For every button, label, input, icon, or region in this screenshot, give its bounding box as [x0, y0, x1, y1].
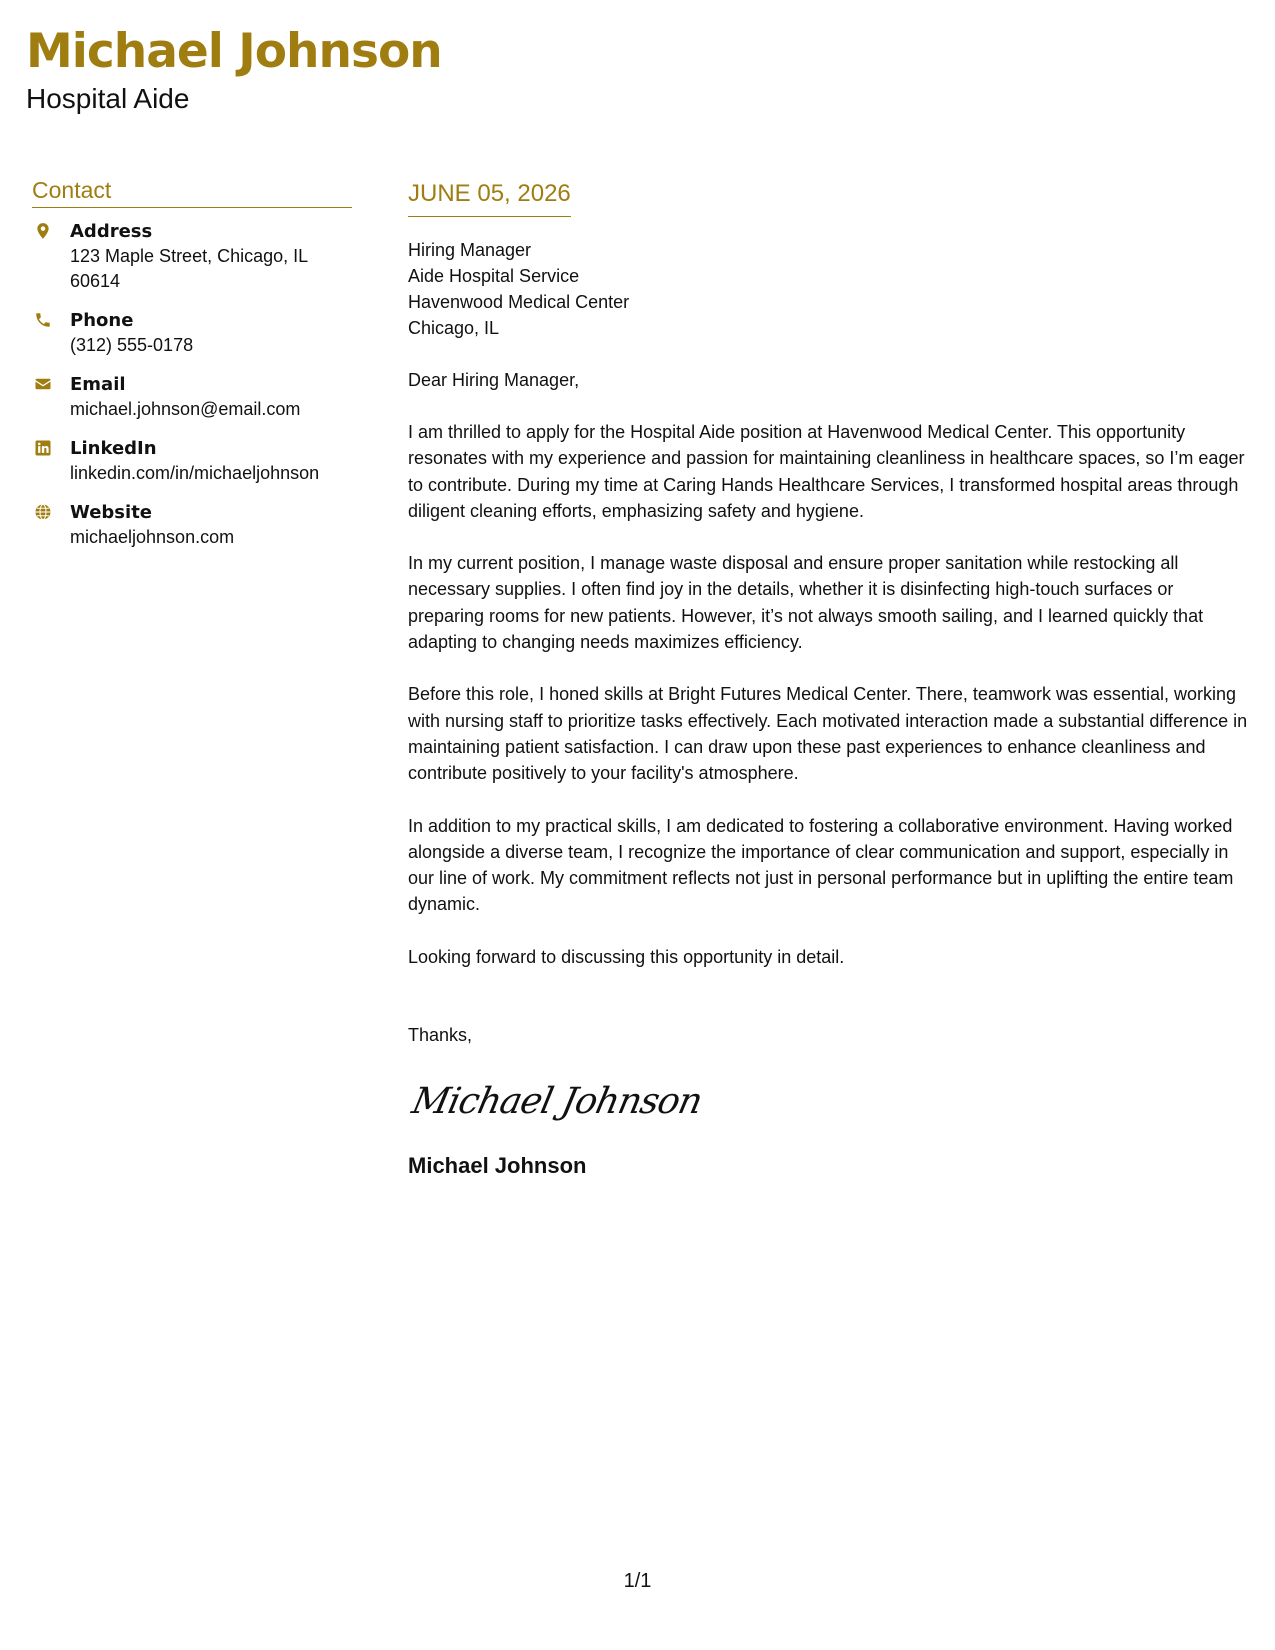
letter-paragraph: In addition to my practical skills, I am dedicated to fostering a collaborative environment. Having worked alongside a diverse team, I recognize the importance of clear communication and support, especially in our line of work. My commitment reflects not just in personal performance but in uplifting the entire team dynamic.	[408, 815, 1234, 915]
header	[26, 22, 442, 116]
letter-paragraph: Before this role, I honed skills at Bright Futures Medical Center. There, teamwork was essential, working with nursing staff to prioritize tasks effectively. Each motivated interaction made a substantial difference in maintaining patient satisfaction. I can draw upon these past experiences to enhance cleanliness and contribute positively to your facility's atmosphere.	[408, 684, 1248, 784]
applicant-name: Michael Johnson	[26, 24, 442, 79]
contact-value: linkedin.com/in/michaeljohnson	[70, 463, 320, 483]
contact-website	[32, 501, 352, 550]
contact-email	[32, 373, 352, 422]
recipient-block	[408, 237, 1248, 341]
signed-name: Michael Johnson	[408, 1153, 587, 1179]
contact-phone	[32, 309, 352, 358]
page-number: 1/1	[623, 1570, 652, 1592]
job-title: Hospital Aide	[26, 83, 190, 114]
map-pin-icon	[34, 222, 52, 240]
contact-value: 123 Maple Street, Chicago, IL 60614	[70, 246, 308, 291]
sidebar	[32, 176, 352, 565]
closing: Thanks,	[408, 1025, 473, 1046]
contact-linkedin	[32, 437, 352, 486]
letter-date: JUNE 05, 2026	[408, 178, 571, 217]
recipient-line: Chicago, IL	[408, 318, 500, 338]
contact-label: Email	[70, 374, 126, 395]
salutation: Dear Hiring Manager,	[408, 370, 580, 390]
contact-value: michael.johnson@email.com	[70, 399, 301, 419]
signature: Michael Johnson	[408, 1081, 706, 1123]
recipient-line: Hiring Manager	[408, 240, 532, 260]
recipient-line: Aide Hospital Service	[408, 266, 580, 286]
letter-paragraph: Looking forward to discussing this opportunity in detail.	[408, 946, 845, 967]
contact-label: Address	[70, 221, 153, 242]
contact-label: Phone	[70, 310, 134, 331]
phone-icon	[34, 311, 52, 329]
envelope-icon	[34, 375, 52, 393]
contact-section-title: Contact	[32, 176, 352, 208]
contact-label: Website	[70, 502, 153, 523]
letter-body	[408, 178, 1248, 1180]
contact-label: LinkedIn	[70, 438, 157, 459]
letter-paragraph: I am thrilled to apply for the Hospital Aide position at Havenwood Medical Center. This opportunity resonates with my experience and passion for maintaining cleanliness in healthcare spaces, so I’m eager to contribute. During my time at Caring Hands Healthcare Services, I transformed hospital areas through diligent cleaning efforts, emphasizing safety and hygiene.	[408, 422, 1245, 521]
linkedin-icon	[34, 439, 52, 457]
contact-value: (312) 555-0178	[70, 335, 194, 355]
globe-icon	[34, 503, 52, 521]
recipient-line: Havenwood Medical Center	[408, 292, 630, 312]
contact-value: michaeljohnson.com	[70, 527, 235, 547]
letter-paragraph: In my current position, I manage waste disposal and ensure proper sanitation while restocking all necessary supplies. I often find joy in the details, whether it is disinfecting high-touch surfaces or preparing rooms for new patients. However, it’s not always smooth sailing, and I learned quickly that adapting to changing needs maximizes efficiency.	[408, 553, 1204, 653]
contact-address	[32, 220, 352, 294]
